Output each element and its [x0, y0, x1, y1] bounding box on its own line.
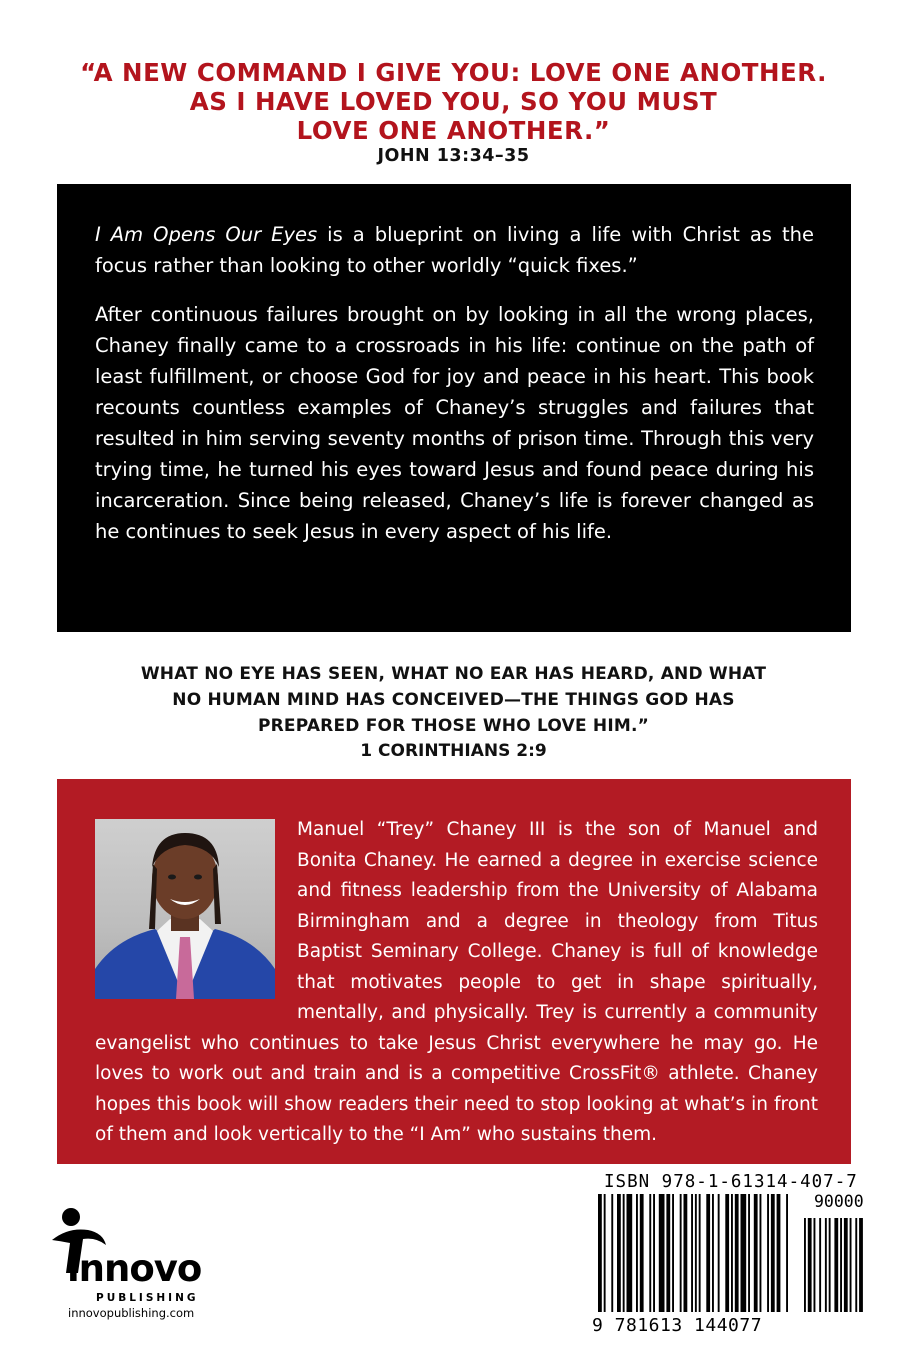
top-scripture-quote [40, 58, 867, 145]
barcode-bar [741, 1194, 747, 1312]
author-photo [95, 819, 275, 999]
barcode-addon-bar [814, 1218, 816, 1312]
barcode-addon-bar [819, 1218, 821, 1312]
barcode-bar [767, 1194, 769, 1312]
barcode-bar [611, 1194, 613, 1312]
barcode-bar [604, 1194, 606, 1312]
top-quote-line: “A NEW COMMAND I GIVE YOU: LOVE ONE ANOTHER. [80, 58, 827, 87]
barcode-bars [592, 1194, 867, 1316]
barcode-bar [771, 1194, 775, 1312]
barcode-bar [712, 1194, 714, 1312]
barcode-addon-bar [855, 1218, 857, 1312]
barcode-addon-bar [829, 1218, 831, 1312]
isbn-barcode [592, 1170, 867, 1340]
barcode-bar [699, 1194, 701, 1312]
barcode-bar [623, 1194, 625, 1312]
barcode-addon-bar [850, 1218, 852, 1312]
barcode-addon-bar [834, 1218, 838, 1312]
barcode-addon-bar [808, 1218, 812, 1312]
barcode-bar [617, 1194, 621, 1312]
barcode-bar [695, 1194, 697, 1312]
book-summary-panel [57, 184, 851, 632]
summary-intro [95, 219, 814, 281]
publisher-tagline: PUBLISHING [96, 1292, 199, 1304]
barcode-bar [627, 1194, 633, 1312]
barcode-bar [680, 1194, 682, 1312]
barcode-bar [735, 1194, 739, 1312]
barcode-bar [649, 1194, 651, 1312]
barcode-bar [653, 1194, 655, 1312]
barcode-bar [598, 1194, 602, 1312]
summary-intro-text: is a blueprint on living a life with Christ as the focus rather than looking to other worldly “quick fixes.” [95, 223, 814, 277]
barcode-bar [777, 1194, 781, 1312]
price-code: 90000 [814, 1192, 864, 1211]
author-bio: Manuel “Trey” Chaney III is the son of Manuel and Bonita Chaney. He earned a degree in exercise science and fitness leadership from the University of Alabama Birmingham and a degree in theology from Titus Baptist Seminary College. Chaney is full of knowledge that motivates people to get in shape spiritually, mentally, and physically. Trey is currently a community evangelist who continues to take Jesus Christ everywhere he may go. He loves to work out and train and is a competitive CrossFit® athlete. Chaney hopes this book will show readers their need to stop looking at what’s in front of them and look vertically to the “I Am” who sustains them. [95, 819, 818, 1145]
barcode-addon-bar [859, 1218, 863, 1312]
barcode-bar [731, 1194, 733, 1312]
mid-quote-line: NO HUMAN MIND HAS CONCEIVED—THE THINGS GOD HAS [172, 690, 735, 710]
barcode-addon-bar [844, 1218, 848, 1312]
publisher-name: innovo [67, 1247, 202, 1290]
publisher-url: innovopublishing.com [68, 1306, 195, 1320]
top-quote-line: AS I HAVE LOVED YOU, SO YOU MUST [189, 87, 718, 116]
summary-paragraph: After continuous failures brought on by looking in all the wrong places, Chaney finally came to a crossroads in his life: continue on the path of least fulfillment, or choose God for joy and peace in his heart. This book recounts countless examples of Chaney’s struggles and failures that resulted in him serving seventy months of prison time. Through this very trying time, he turned his eyes toward Jesus and found peace during his incarceration. Since being released, Chaney’s life is forever changed as he continues to seek Jesus in every aspect of his life. [95, 303, 814, 543]
mid-quote-line: WHAT NO EYE HAS SEEN, WHAT NO EAR HAS HEARD, AND WHAT [140, 664, 767, 684]
barcode-bar [706, 1194, 710, 1312]
barcode-bar [672, 1194, 674, 1312]
barcode-addon-bar [825, 1218, 827, 1312]
top-quote-reference: JOHN 13:34–35 [377, 146, 530, 166]
barcode-bar [636, 1194, 638, 1312]
barcode-addon-bar [804, 1218, 806, 1312]
barcode-bar [691, 1194, 693, 1312]
barcode-bar [659, 1194, 665, 1312]
barcode-bar [754, 1194, 758, 1312]
publisher-logo [40, 1205, 240, 1330]
top-quote-line: LOVE ONE ANOTHER.” [296, 116, 611, 145]
barcode-bar [684, 1194, 688, 1312]
barcode-addon-bar [840, 1218, 842, 1312]
barcode-bar [748, 1194, 750, 1312]
mid-quote-reference: 1 CORINTHIANS 2:9 [360, 741, 547, 761]
mid-quote-line: PREPARED FOR THOSE WHO LOVE HIM.” [257, 716, 650, 736]
isbn-label: ISBN 978-1-61314-407-7 [604, 1172, 858, 1192]
barcode-bar [725, 1194, 729, 1312]
barcode-bar [786, 1194, 788, 1312]
barcode-bar [666, 1194, 670, 1312]
barcode-bar [718, 1194, 720, 1312]
book-title: I Am Opens Our Eyes [95, 223, 318, 246]
barcode-bar [640, 1194, 644, 1312]
author-bio-panel [57, 779, 851, 1164]
barcode-bar [760, 1194, 762, 1312]
middle-scripture-quote [40, 661, 867, 739]
isbn-digits: 9 781613 144077 [592, 1315, 763, 1336]
